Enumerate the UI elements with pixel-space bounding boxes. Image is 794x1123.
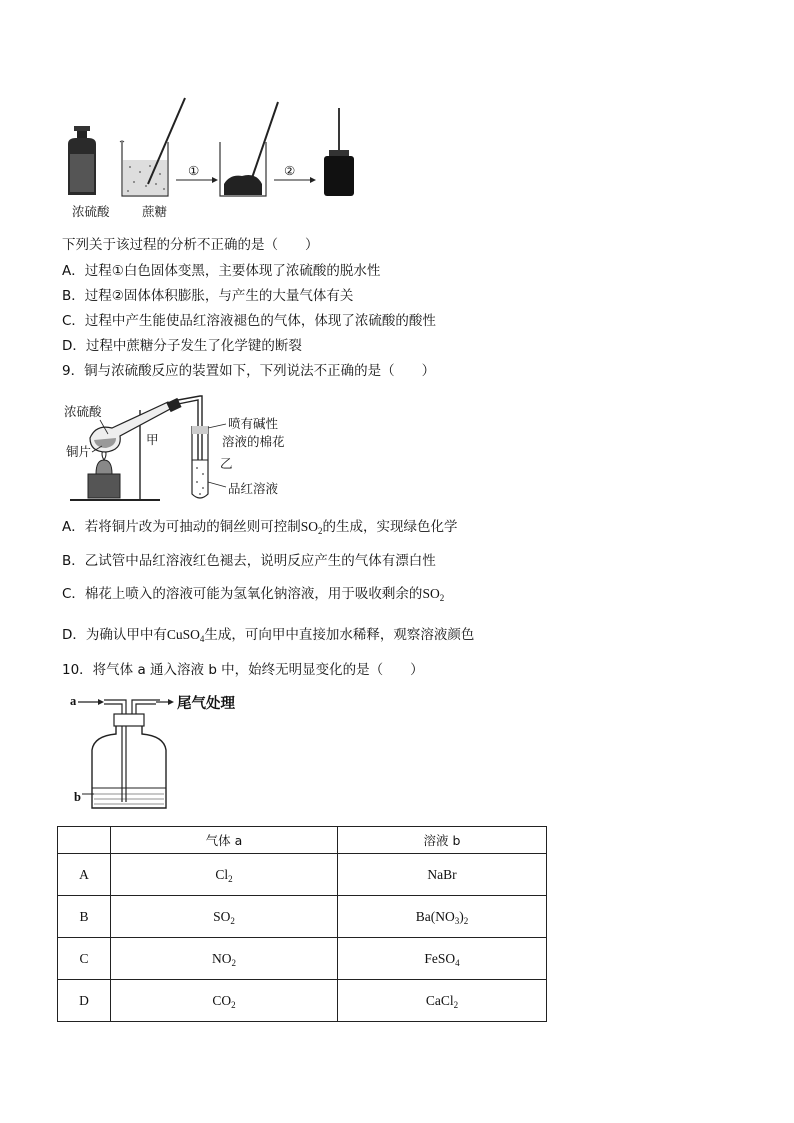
q9-option-b: B．乙试管中品红溶液红色褪去，说明反应产生的气体有漂白性 xyxy=(62,553,436,569)
solution-cell: FeSO$_4$ xyxy=(338,938,547,980)
solution-cell: CaCl$_2$ xyxy=(338,980,547,1022)
gas-washing-bottle-figure xyxy=(70,690,180,812)
exhaust-label: 尾气处理 xyxy=(177,696,235,712)
solution-cell: NaBr xyxy=(338,854,547,896)
gas-cell: $CO_2$ xyxy=(111,980,338,1022)
row-label: D xyxy=(58,980,111,1022)
q8-option-b: B．过程②固体体积膨胀，与产生的大量气体有关 xyxy=(62,288,354,304)
step2-label: ② xyxy=(284,163,296,178)
q8-option-a: A．过程①白色固体变黑，主要体现了浓硫酸的脱水性 xyxy=(62,263,381,279)
solution-b-label: b xyxy=(74,790,81,804)
solution-cell: $Ba(NO_3)_2$ xyxy=(338,896,547,938)
carbonized-beaker-icon xyxy=(220,102,278,196)
table-row xyxy=(58,854,547,896)
acid-bottle-icon xyxy=(68,126,96,195)
sugar-beaker-icon xyxy=(120,98,185,196)
q9-copper-label: 铜片 xyxy=(66,444,92,459)
row-label: C xyxy=(58,938,111,980)
row-label: B xyxy=(58,896,111,938)
q9-option-d: D．为确认甲中有CuSO$_4$生成，可向甲中直接加水稀释，观察溶液颜色 xyxy=(62,627,475,644)
q9-stem: 9．铜与浓硫酸反应的装置如下，下列说法不正确的是（ ） xyxy=(62,363,436,379)
gas-cell: $NO_2$ xyxy=(111,938,338,980)
table-row xyxy=(58,938,547,980)
table-header-cell: 溶液 b xyxy=(338,827,547,854)
sugar-label: 蔗糖 xyxy=(142,204,168,219)
q10-stem: 10．将气体 a 通入溶液 b 中，始终无明显变化的是（ ） xyxy=(62,662,424,678)
q8-option-d: D．过程中蔗糖分子发生了化学键的断裂 xyxy=(62,338,302,354)
q9-solution-label: 品红溶液 xyxy=(228,481,279,496)
gas-a-label: a xyxy=(70,694,77,708)
q8-option-c: C．过程中产生能使品红溶液褪色的气体，体现了浓硫酸的酸性 xyxy=(62,313,436,329)
q9-option-c: C．棉花上喷入的溶液可能为氢氧化钠溶液，用于吸收剩余的$SO_2$ xyxy=(62,586,445,603)
q9-cotton-label-1: 喷有碱性 xyxy=(228,416,279,431)
q9-acid-label: 浓硫酸 xyxy=(64,404,102,419)
table-header-row xyxy=(58,827,547,854)
q9-cotton-label-2: 溶液的棉花 xyxy=(222,434,285,449)
gas-cell: $Cl_2$ xyxy=(111,854,338,896)
row-label: A xyxy=(58,854,111,896)
q8-stem: 下列关于该过程的分析不正确的是（ ） xyxy=(62,237,319,253)
sugar-dehydration-figure xyxy=(60,92,370,204)
q10-options-table xyxy=(57,826,547,1022)
expanded-carbon-icon xyxy=(324,108,354,196)
table-header-cell: 气体 a xyxy=(111,827,338,854)
step1-label: ① xyxy=(188,163,200,178)
gas-cell: $SO_2$ xyxy=(111,896,338,938)
q9-option-a: A．若将铜片改为可抽动的铜丝则可控制$SO_2$的生成，实现绿色化学 xyxy=(62,519,458,536)
table-header-cell xyxy=(58,827,111,854)
acid-label: 浓硫酸 xyxy=(72,204,110,219)
table-row xyxy=(58,896,547,938)
table-row xyxy=(58,980,547,1022)
q9-yi-label: 乙 xyxy=(220,456,233,471)
q9-jia-label: 甲 xyxy=(146,432,159,447)
